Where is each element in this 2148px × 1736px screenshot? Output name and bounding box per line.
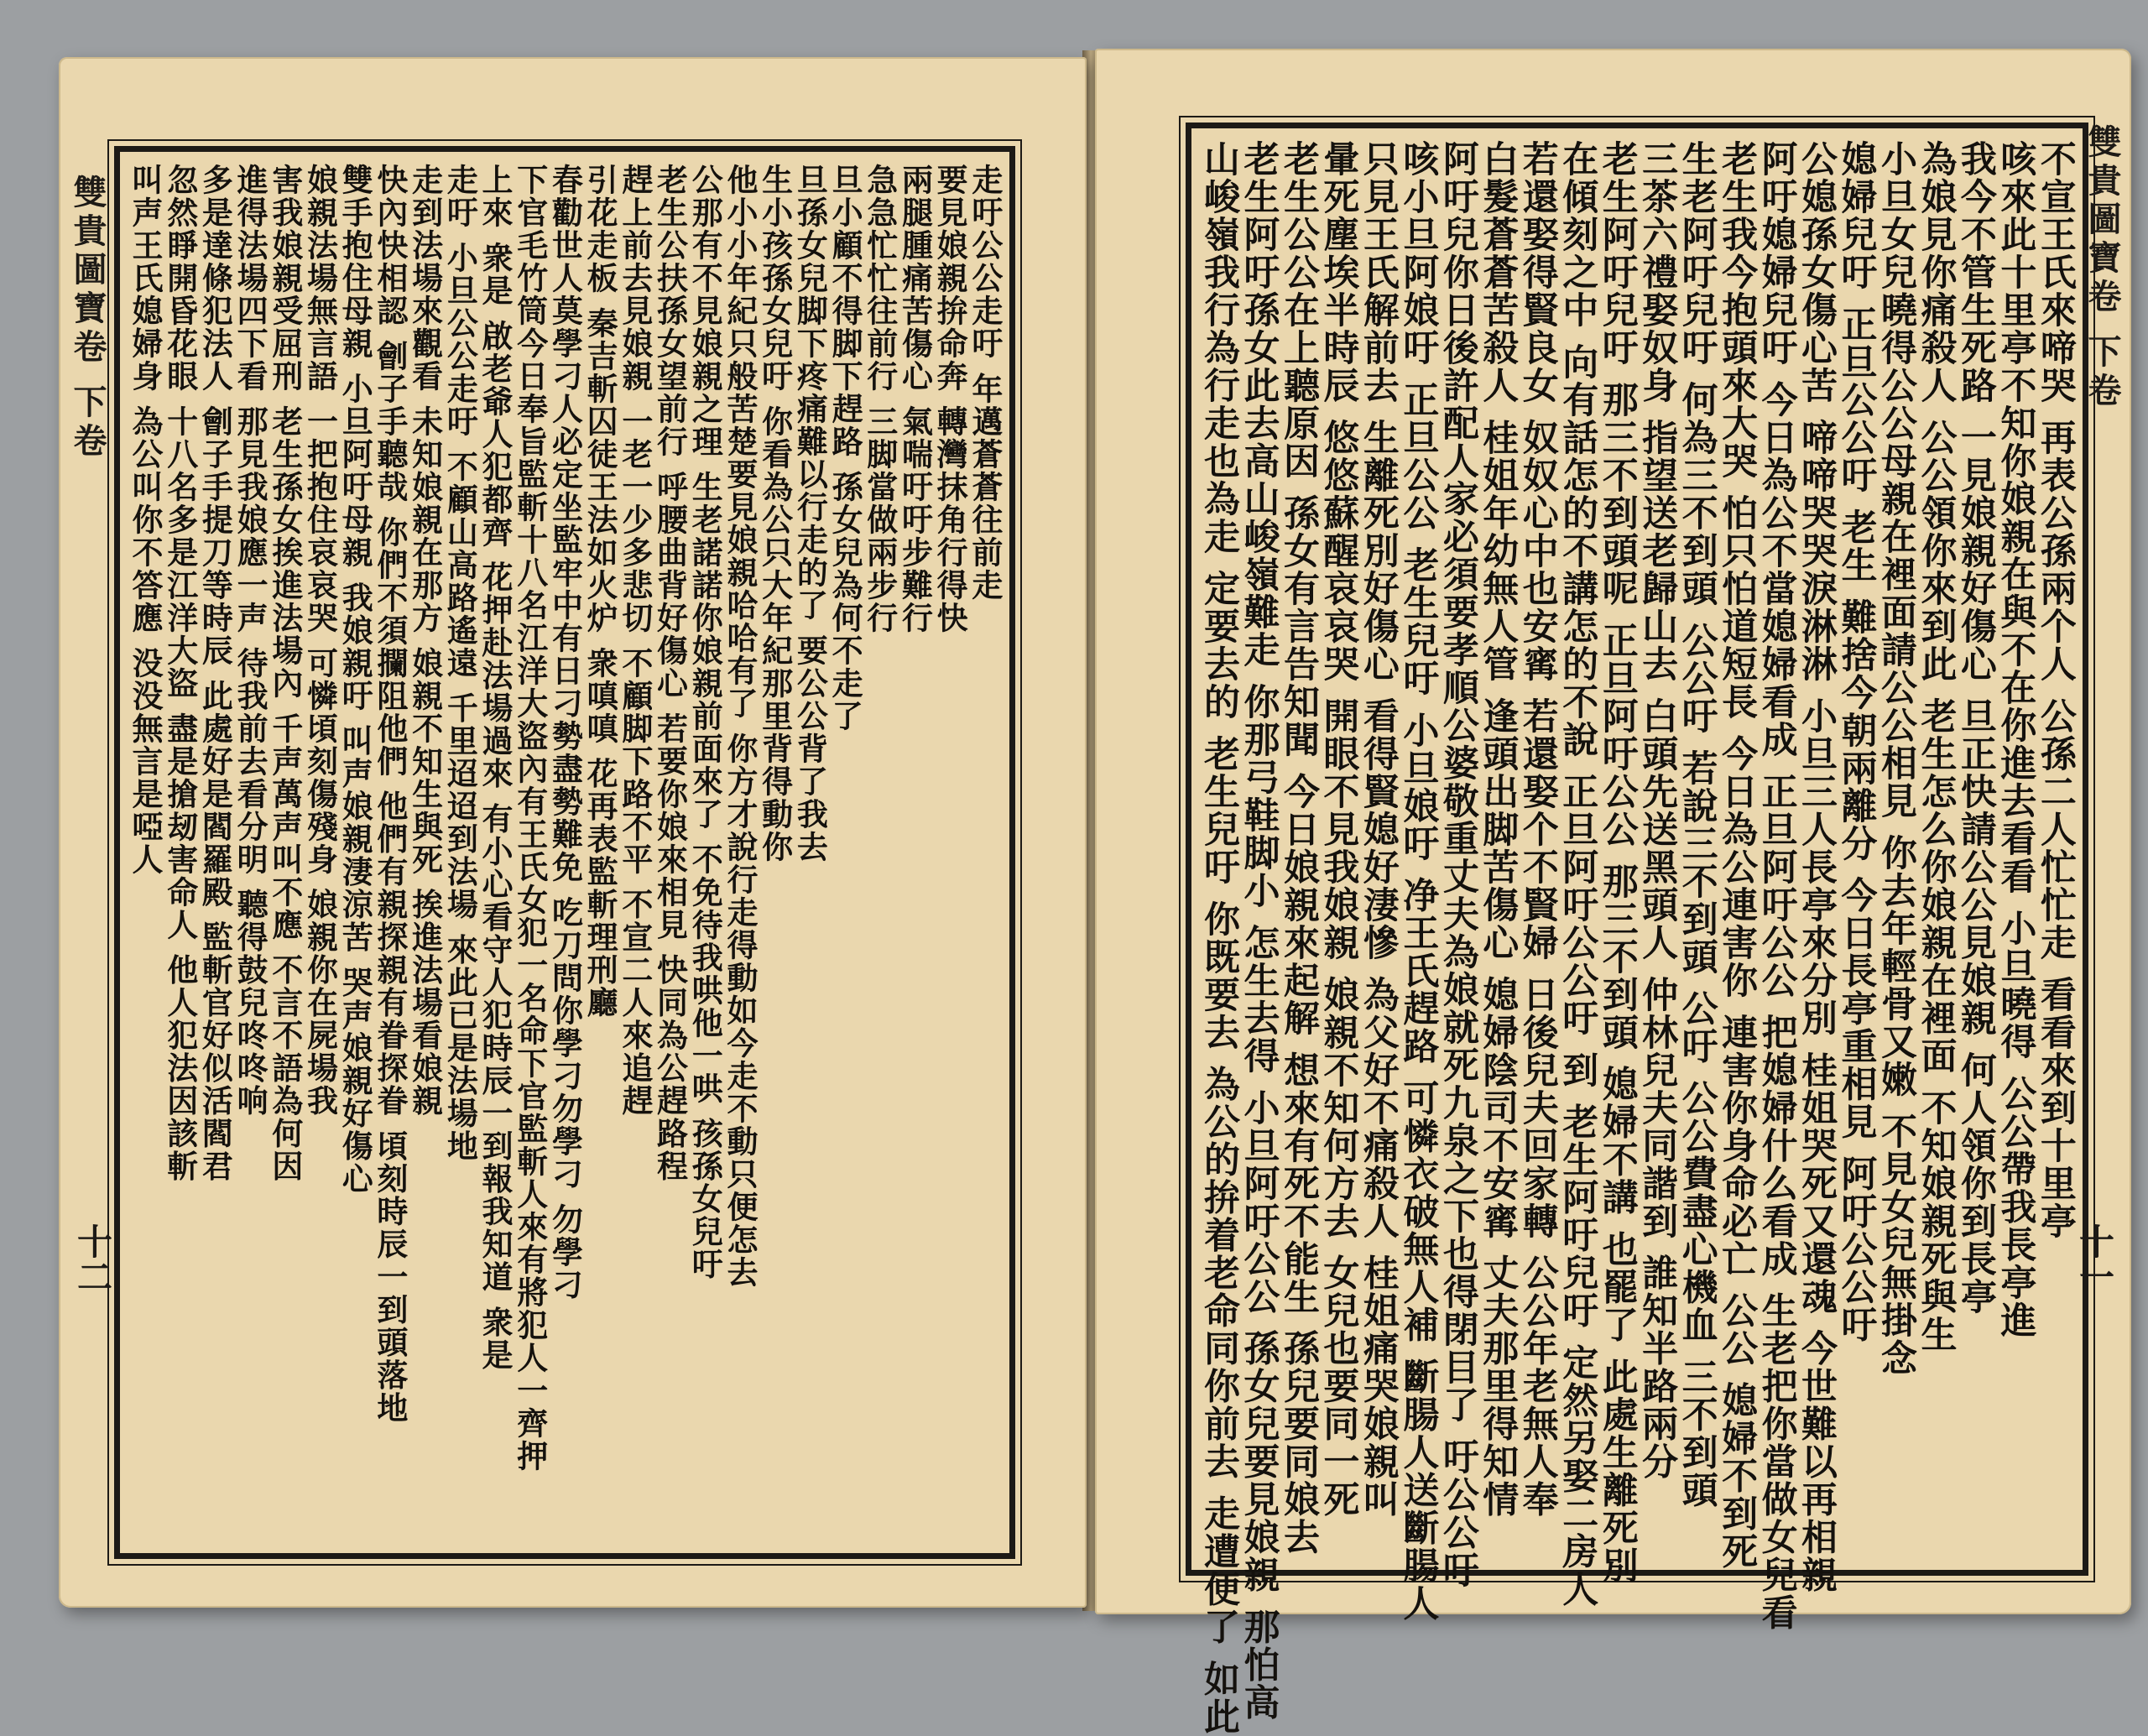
text-column: 不宣王氏來啼哭 再表公孫兩个人 公孫二人忙忙走 看看來到十里亭 (2034, 140, 2077, 1240)
text-column: 娘親法場無言語 一把抱住哀哀哭 可憐頃刻傷殘身 娘親你在屍場我 (301, 164, 339, 1118)
text-column: 旦小顧不得脚下趕路 孫女兒為何不走了 (826, 164, 864, 732)
text-column: 急急忙忙往前行 三脚當做兩步行 (861, 164, 899, 634)
text-column: 只見王氏解前去 生離死別好傷心 看得賢媳好淒慘 為父好不痛殺人 桂姐痛哭娘親叫 (1357, 140, 1400, 1519)
text-column: 在傾刻之中 向有話怎的不講怎的不說 正旦阿吁公公吁 到 老生阿吁兒吁 定然另娶二房人 (1556, 140, 1599, 1608)
right-page-number: 十一 (2074, 1223, 2115, 1294)
right-text-frame (1186, 123, 2088, 1736)
text-column: 走吁 小旦公公走吁 不顧山高路遙遠 千里迢迢到法場 來此已是法場地 (441, 164, 479, 1163)
text-column: 若還娶得賢良女 奴奴心中也安寗 若還娶个不賢婦 日後兒夫回家轉 公公年老無人奉 (1516, 140, 1559, 1519)
text-column: 旦孫女兒脚下疼痛難以行走的了 要公公背了我去 (791, 164, 829, 863)
text-column: 要見娘親拚命奔 轉灣抹角行得快 (931, 164, 969, 634)
text-column: 雙手抱住母親 小旦阿吁母親 我娘親吁 叫声娘親淒涼苦 哭声娘親好傷心 (336, 164, 374, 1196)
text-column: 公媳孫女傷心苦 啼啼哭哭淚淋淋 小旦三人長亭來分別 桂姐哭死又還魂 今世難以再相親 (1796, 140, 1838, 1594)
right-margin-volume: 下卷 (2083, 333, 2122, 411)
text-column: 咳小旦阿娘吁 正旦公公 老生兒吁 小旦娘吁 净王氏趕路 可憐衣破無人補 斷腸人送斷腸人 (1397, 140, 1440, 1623)
text-column: 走到法場來觀看 未知娘親在那方 娘親不知生與死 挨進法場看娘親 (406, 164, 444, 1118)
text-column: 山峻嶺我行為行走也為走 定要去的 老生兒吁 你既要去 為公的拚着老命同你前去 走遭便了 如此 (1198, 140, 1240, 1736)
left-text-frame (114, 146, 1015, 1559)
text-column: 他小小年紀只般苦楚要見娘親哈哈有了 你方才說行走得動如今走不動只便怎去 (721, 164, 759, 1289)
text-column: 快內快相認 劊子手聽哉 你們不須攔阻他們 他們有親探親有眷探眷 頃刻時辰一到頭落地 (371, 164, 409, 1425)
text-column: 小旦女兒曉得公公母親在裡面請公公相見 你去年輕骨又嫩 不見女兒無掛念 (1874, 140, 1917, 1377)
text-column: 生老阿吁兒吁 何為三不到頭 公公吁 若說三不到頭 公吁 公公費盡心機血 三不到頭 (1676, 140, 1718, 1509)
text-column: 為娘見你痛殺人 公公領你來到此 老生怎么你娘親在裡面 不知娘親死與生 (1915, 140, 1958, 1353)
text-column: 老生我今抱頭來大哭 怕只怕道短長 今日為公連害你 連害你身命必亡 公公 媳婦不到死 (1716, 140, 1759, 1571)
left-page-number: 十二 (72, 1223, 113, 1294)
text-column: 生小孩孫女兒吁 你看為公只大年紀那里背得動你 (756, 164, 794, 863)
text-column: 公那有不見娘親之理 生老諾諾你娘親前面來了 不免待我哄他一哄 孩孫女兒吁 (686, 164, 724, 1281)
right-text-columns (1198, 140, 2077, 1736)
text-column: 引花走板 秦吉斬囚徒王法如火炉 衆嗔嗔 花再表監斬理刑廳 (581, 164, 619, 1019)
left-margin-title (64, 175, 112, 461)
left-margin-book-title: 雙貴圖寶卷 (68, 175, 107, 368)
text-column: 咳來此十里亭不知你娘親在與不在你進去看看 小旦曉得 公公帶我長亭進 (1994, 140, 2037, 1339)
text-column: 我今不管生死路 一見娘親好傷心 旦正快請公公見娘親 何人領你到長亭 (1954, 140, 1997, 1316)
text-column: 老生阿吁孫女此去高山峻嶺難走 你那弓鞋脚小 怎生去得 小旦阿吁公公 孫女兒要見娘親 那怕高 (1238, 140, 1280, 1722)
left-text-columns (127, 164, 1004, 1541)
text-column: 趕上前去見娘親 一老一少多悲切 不顧脚下路不平 不宣二人來追趕 (616, 164, 654, 1118)
text-column: 害我娘親受屈刑 老生孫女挨進法場內 千声萬声叫不應 不言不語為何因 (266, 164, 304, 1183)
text-column: 春勸世人莫學刁人必定坐監牢中有日刁勢盡勢難免 吃刀問你學刁勿學刁 勿學刁 (546, 164, 584, 1301)
text-column: 阿吁媳婦兒吁 今日為公不當媳婦看成 正旦阿吁公公 把媳婦什么看成 生老把你當做女兒看 (1755, 140, 1798, 1632)
text-column: 走吁公公走吁 年邁蒼蒼往前走 (966, 164, 1004, 602)
text-column: 老生公公在上聽原因 孫女有言告知聞 今日娘親來起解 想來有死不能生 孫兒要同娘去 (1277, 140, 1320, 1556)
text-column: 上來 衆是 啟老爺人犯都齊 花押赴法場過來 有小心看守人犯時辰一到報我知道 衆是 (477, 164, 514, 1372)
text-column: 阿吁兒你日後許配人家必須要孝順公婆敬重丈夫為娘就死九泉之下也得閉目了 吁公公吁 (1436, 140, 1479, 1589)
text-column: 兩腿腫痛苦傷心 氣喘吁吁步難行 (896, 164, 934, 634)
text-column: 下官毛竹筒今日奉旨監斬十八名江洋大盜內有王氏女犯一名命下官監斬人來有將犯人一齊押 (511, 164, 549, 1473)
text-column: 媳婦兒吁 正旦公公吁 老生 難捨今朝兩離分 今日長亭重相見 阿吁公公吁 (1835, 140, 1878, 1344)
left-margin-volume: 下卷 (68, 383, 107, 461)
left-page (59, 57, 1087, 1608)
right-page (1095, 49, 2131, 1736)
text-column: 叫声王氏媳婦身 為公叫你不答應 没没無言是啞人 (127, 164, 164, 876)
text-column: 老生公扶孫女望前行 呼腰曲背好傷心 若要你娘來相見 快同為公趕路程 (651, 164, 689, 1183)
text-column: 暈死塵埃半時辰 悠悠蘇醒哀哀哭 開眼不見我娘親 娘親不知何方去 女兒也要同一死 (1317, 140, 1360, 1519)
text-column: 老生阿吁兒吁 那三不到頭呢 正旦阿吁公公 那三不到頭 媳婦不講 也罷了 此處生離死別 (1596, 140, 1639, 1585)
text-column: 忽然睜開昏花眼 十八名多是江洋大盜 盡是搶刼害命人 他人犯法因該斬 (161, 164, 199, 1183)
right-margin-book-title: 雙貴圖寶卷 (2083, 124, 2122, 317)
text-column: 三茶六禮娶奴身 指望送老歸山去 白頭先送黑頭人 仲林兒夫同諧到 誰知半路兩分 (1636, 140, 1679, 1481)
text-column: 進得法場四下看 那見我娘應一声 待我前去看分明 聽得鼓兒咚咚响 (232, 164, 269, 1118)
text-column: 多是達條犯法人 劊子手提刀等時辰 此處好是閻羅殿 監斬官好似活閻君 (196, 164, 234, 1183)
text-column: 白髮蒼蒼苦殺人 桂姐年幼無人管 逢頭出脚苦傷心 媳婦陰司不安寗 丈夫那里得知情 (1477, 140, 1520, 1519)
